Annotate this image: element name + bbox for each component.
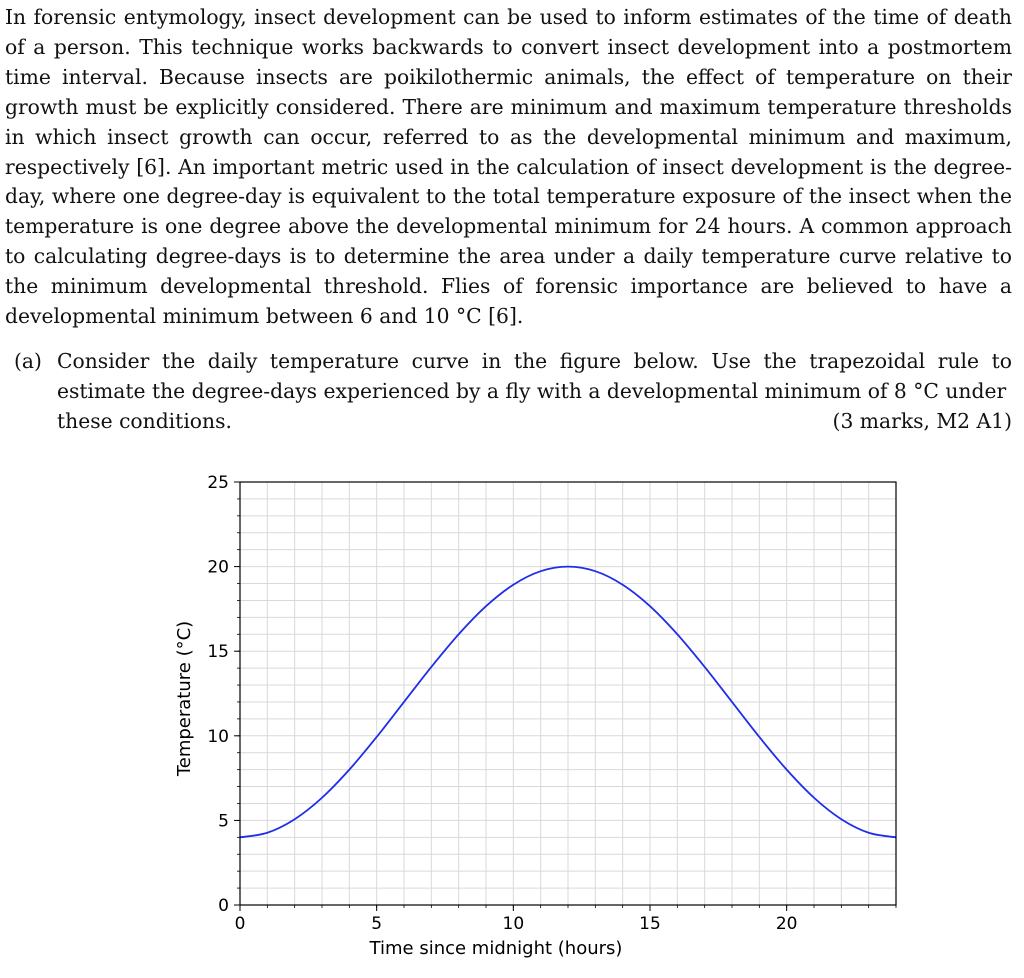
- part-text: Consider the daily temperature curve in the figure below. Use the trapezoidal rule to estimate the degree-days experienced by a fly with a developmental minimum of 8 °C under: [57, 349, 1012, 403]
- x-tick-label: 15: [639, 914, 661, 934]
- y-tick-label: 10: [207, 726, 229, 747]
- part-label: (a): [14, 349, 42, 373]
- x-tick-label: 10: [502, 914, 525, 934]
- part-text-last-line: [57, 407, 1012, 437]
- question-part-a: [14, 347, 1012, 437]
- y-tick-label: 15: [207, 642, 229, 663]
- x-axis-label: Time since midnight (hours): [369, 938, 623, 959]
- x-tick-label: 0: [234, 914, 246, 934]
- x-tick-label: 20: [775, 914, 798, 934]
- temperature-chart: [0, 440, 1024, 974]
- problem-paragraph: In forensic entymology, insect development can be used to inform estimates of the time of death of a person. This technique works backwards to convert insect development into a postmortem time interval. Because insects are poikilothermic animals, the effect of temperature on their growth must be explicitly considered. There are minimum and maximum temperature thresholds in which insect growth can occur, referred to as the developmental minimum and maximum, respectively [6]. An important metric used in the calculation of insect development is the degree-day, where one degree-day is equivalent to the total temperature exposure of the insect when the temperature is one degree above the developmental minimum for 24 hours. A common approach to calculating degree-days is to determine the area under a daily temperature curve relative to the minimum developmental threshold. Flies of forensic importance are believed to have a developmental minimum between 6 and 10 °C [6].: [5, 5, 1012, 329]
- part-text-end: these conditions.: [57, 408, 232, 433]
- y-tick-label: 5: [218, 811, 229, 832]
- chart-svg: [0, 440, 1024, 974]
- y-tick-label: 25: [207, 473, 229, 493]
- y-tick-label: 0: [218, 896, 229, 916]
- y-axis-label: Temperature (°C): [174, 620, 195, 777]
- marks-label: (3 marks, M2 A1): [832, 408, 1012, 433]
- y-tick-label: 20: [207, 557, 229, 578]
- x-tick-label: 5: [371, 914, 383, 934]
